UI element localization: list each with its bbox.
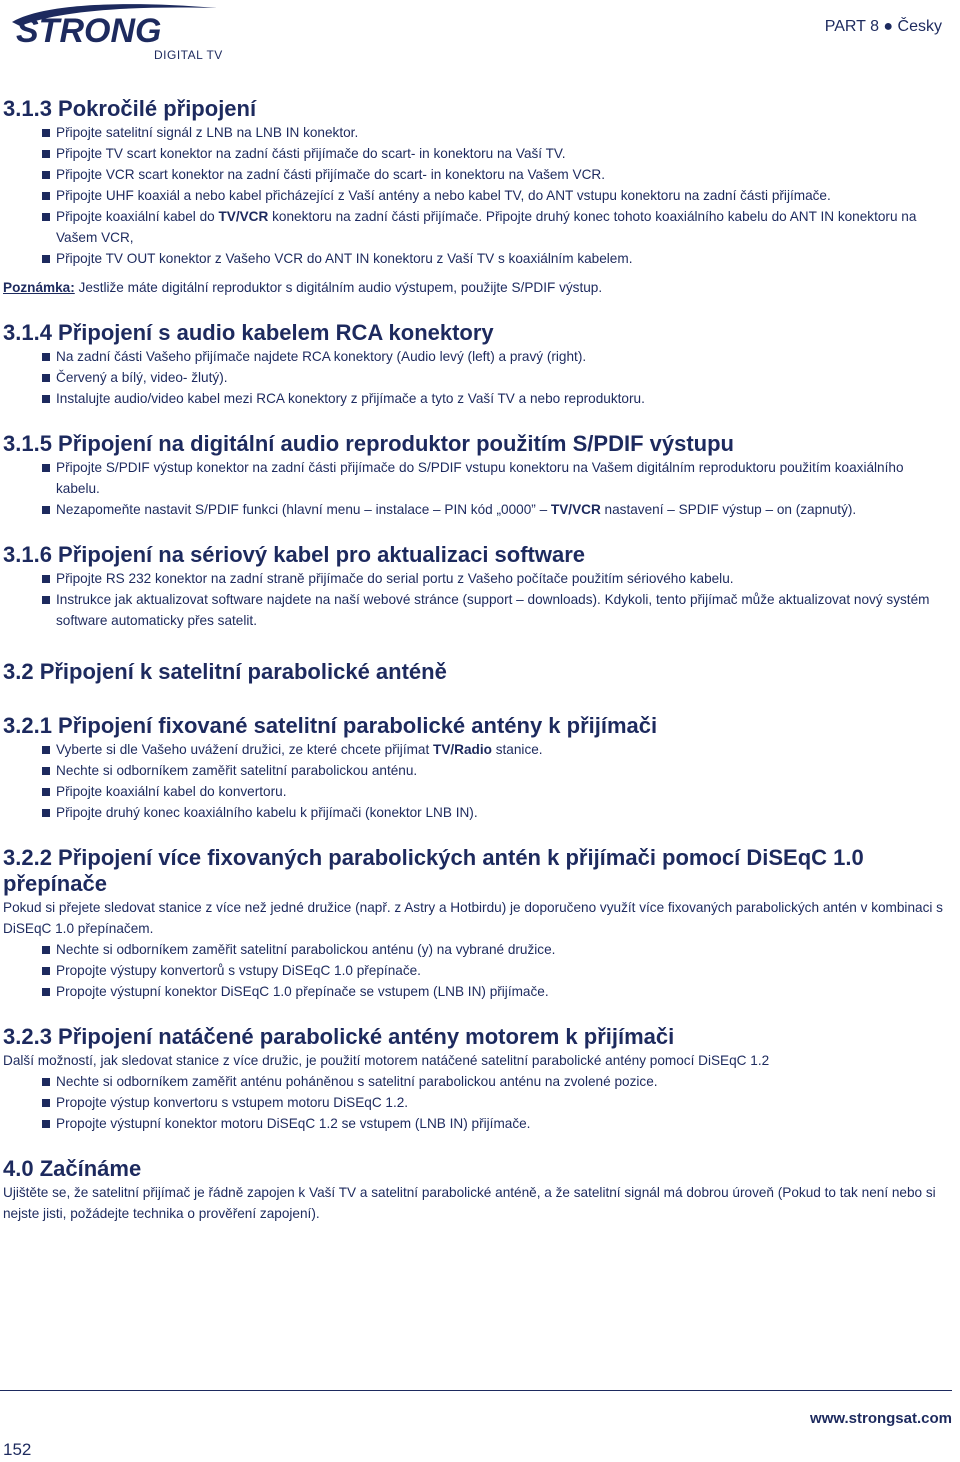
list-3-2-2 <box>0 939 950 1002</box>
text-span: stanice. <box>491 742 543 757</box>
list-item <box>56 206 950 248</box>
list-item: Propojte výstupy konvertorů s vstupy DiSEqC 1.0 přepínače. <box>56 960 950 981</box>
list-item: Propojte výstup konvertoru s vstupem motoru DiSEqC 1.2. <box>56 1092 950 1113</box>
text-span: TV/Radio <box>433 742 492 757</box>
list-item: Připojte RS 232 konektor na zadní straně přijímače do serial portu z Vašeho počítače použitím sériového kabelu. <box>56 568 950 589</box>
text-span: Připojte koaxiální kabel do <box>56 209 219 224</box>
text-span: TV/VCR <box>550 502 601 517</box>
list-item: Připojte TV OUT konektor z Vašeho VCR do ANT IN konektoru z Vaší TV s koaxiálním kabelem. <box>56 248 950 269</box>
page-number: 152 <box>3 1440 32 1459</box>
heading-3-2: 3.2 Připojení k satelitní parabolické anténě <box>3 659 447 684</box>
list-3-1-6 <box>0 568 950 631</box>
list-item: Propojte výstupní konektor motoru DiSEqC 1.2 se vstupem (LNB IN) přijímače. <box>56 1113 950 1134</box>
website-link[interactable]: www.strongsat.com <box>810 1410 952 1427</box>
list-item: Na zadní části Vašeho přijímače najdete RCA konektory (Audio levý (left) a pravý (right). <box>56 346 950 367</box>
list-item: Připojte S/PDIF výstup konektor na zadní části přijímače do S/PDIF vstupu konektoru na Vašem digitálním reproduktoru použitím koaxiálního kabelu. <box>56 457 950 499</box>
heading-3-2-2: 3.2.2 Připojení více fixovaných parabolických antén k přijímači pomocí DiSEqC 1.0 přepínače <box>3 845 864 896</box>
list-item: Připojte koaxiální kabel do konvertoru. <box>56 781 950 802</box>
list-3-1-3 <box>0 122 950 269</box>
list-item <box>56 739 950 760</box>
list-item: Připojte UHF koaxiál a nebo kabel přicházející z Vaší antény a nebo kabel TV, do ANT vstupu konektoru na zadní části přijímače. <box>56 185 950 206</box>
heading-3-1-6: 3.1.6 Připojení na sériový kabel pro aktualizaci software <box>3 542 586 567</box>
text-span: konektoru na zadní části přijímače. Připojte druhý konec tohoto koaxiálního kabelu do ANT IN konektoru na Vašem VCR, <box>56 209 917 245</box>
footer-divider <box>0 1390 952 1391</box>
page-header <box>0 0 960 80</box>
list-3-2-3 <box>0 1071 950 1134</box>
text-span: TV/VCR <box>218 209 269 224</box>
list-3-1-5 <box>0 457 950 520</box>
logo-subtitle: DIGITAL TV <box>154 48 223 62</box>
logo-wordmark: STRONG <box>16 12 162 50</box>
heading-4-0: 4.0 Začínáme <box>3 1156 142 1181</box>
list-3-1-4 <box>0 346 950 409</box>
list-3-2-1 <box>0 739 950 823</box>
list-item: Propojte výstupní konektor DiSEqC 1.0 přepínače se vstupem (LNB IN) přijímače. <box>56 981 950 1002</box>
part-language-label: PART 8 ● Česky <box>824 18 942 35</box>
list-item: Připojte druhý konec koaxiálního kabelu k přijímači (konektor LNB IN). <box>56 802 950 823</box>
note-text: Jestliže máte digitální reproduktor s digitálním audio výstupem, použijte S/PDIF výstup. <box>74 280 603 295</box>
text-span: Vyberte si dle Vašeho uvážení družici, ze které chcete přijímat <box>56 742 434 757</box>
heading-3-1-3: 3.1.3 Pokročilé připojení <box>3 96 257 121</box>
text-span: Nezapomeňte nastavit S/PDIF funkci (hlavní menu – instalace – PIN kód „0000” – <box>56 502 551 517</box>
heading-3-1-4: 3.1.4 Připojení s audio kabelem RCA konektory <box>3 320 494 345</box>
list-item: Nechte si odborníkem zaměřit satelitní parabolickou anténu (y) na vybrané družice. <box>56 939 950 960</box>
list-item: Instalujte audio/video kabel mezi RCA konektory z přijímače a tyto z Vaší TV a nebo reproduktoru. <box>56 388 950 409</box>
list-item: Červený a bílý, video- žlutý). <box>56 367 950 388</box>
heading-3-1-5: 3.1.5 Připojení na digitální audio reproduktor použitím S/PDIF výstupu <box>3 431 734 456</box>
intro-3-2-2: Pokud si přejete sledovat stanice z více než jedné družice (např. z Astry a Hotbirdu) je doporučeno využít více fixovaných parabolických antén v kombinaci s DiSEqC 1.0 přepínačem. <box>3 900 943 936</box>
text-4-0: Ujištěte se, že satelitní přijímač je řádně zapojen k Vaší TV a satelitní parabolické anténě, a že satelitní signál má dobrou úroveň (Pokud to tak není nebo si nejste jisti, požádejte technika o prověření zapojení). <box>3 1185 936 1221</box>
list-item <box>56 499 950 520</box>
list-item: Připojte TV scart konektor na zadní části přijímače do scart- in konektoru na Vaší TV. <box>56 143 950 164</box>
page-content <box>0 96 950 1224</box>
note <box>3 277 950 298</box>
heading-3-2-3: 3.2.3 Připojení natáčené parabolické antény motorem k přijímači <box>3 1024 675 1049</box>
list-item: Připojte satelitní signál z LNB na LNB IN konektor. <box>56 122 950 143</box>
list-item: Nechte si odborníkem zaměřit satelitní parabolickou anténu. <box>56 760 950 781</box>
intro-3-2-3: Další možností, jak sledovat stanice z více družic, je použití motorem natáčené satelitní parabolické antény pomocí DiSEqC 1.2 <box>3 1053 770 1068</box>
list-item: Nechte si odborníkem zaměřit anténu poháněnou s satelitní parabolickou anténu na zvolené pozice. <box>56 1071 950 1092</box>
list-item: Připojte VCR scart konektor na zadní části přijímače do scart- in konektoru na Vašem VCR. <box>56 164 950 185</box>
text-span: nastavení – SPDIF výstup – on (zapnutý). <box>600 502 857 517</box>
note-label: Poznámka: <box>3 280 75 295</box>
list-item: Instrukce jak aktualizovat software najdete na naší webové stránce (support – downloads). Kdykoli, tento přijímač může aktualizovat nový systém software automaticky přes satelit. <box>56 589 950 631</box>
heading-3-2-1: 3.2.1 Připojení fixované satelitní parabolické antény k přijímači <box>3 713 658 738</box>
